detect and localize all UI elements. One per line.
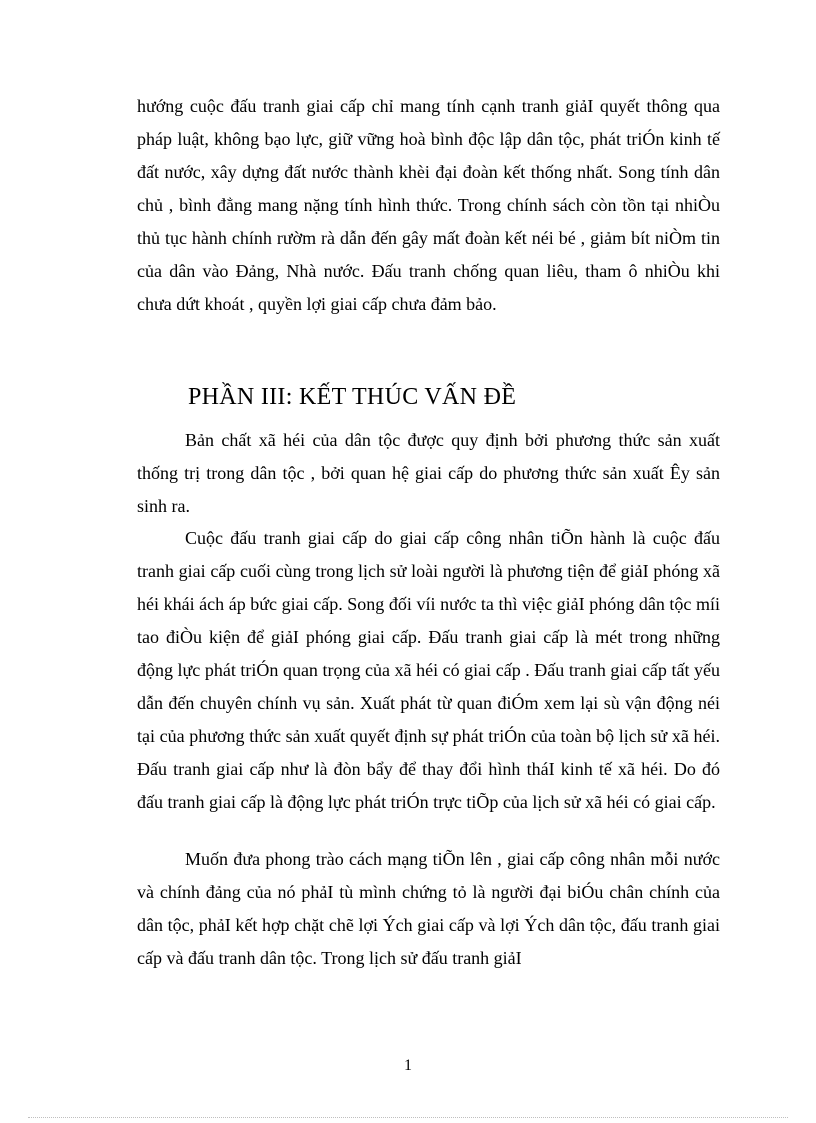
page-number: 1: [404, 1057, 412, 1074]
body-paragraph: Bản chất xã héi của dân tộc được quy định bởi phương thức sản xuất thống trị trong dân tộc , bởi quan hệ giai cấp do phương thức sản xuất Êy sản sinh ra.: [137, 430, 720, 516]
body-paragraph: Cuộc đấu tranh giai cấp do giai cấp công nhân tiÕn hành là cuộc đấu tranh giai cấp cuối cùng trong lịch sử loài người là phương tiện để giảI phóng xã héi khái ách áp bức giai cấp. Song đối víi nước ta thì việc giảI phóng dân tộc míi tao điÒu kiện để giảI phóng giai cấp. Đấu tranh giai cấp là mét trong những động lực phát triÓn quan trọng của xã héi có giai cấp . Đấu tranh giai cấp tất yếu dẫn đến chuyên chính vụ sản. Xuất phát từ quan điÓm xem lại sù vận động néi tại của phương thức sản xuất quyết định sự phát triÓn của toàn bộ lịch sử xã héi. Đấu tranh giai cấp như là đòn bẩy để thay đổi hình tháI kinh tế xã héi. Do đó đấu tranh giai cấp là động lực phát triÓn trực tiÕp của lịch sử xã héi có giai cấp.: [137, 528, 720, 812]
body-paragraph-continuation: hướng cuộc đấu tranh giai cấp chỉ mang tính cạnh tranh giảI quyết thông qua pháp luật, không bạo lực, giữ vững hoà bình độc lập dân tộc, phát triÓn kinh tế đất nước, xây dựng đất nước thành khèi đại đoàn kết thống nhất. Song tính dân chủ , bình đẳng mang nặng tính hình thức. Trong chính sách còn tồn tại nhiÒu thủ tục hành chính rườm rà dẫn đến gây mất đoàn kết néi bé , giảm bít niÒm tin của dân vào Đảng, Nhà nước. Đấu tranh chống quan liêu, tham ô nhiÒu khi chưa dứt khoát , quyền lợi giai cấp chưa đảm bảo.: [137, 96, 720, 314]
footer-divider: [28, 1117, 788, 1118]
section-heading: PHẦN III: KẾT THÚC VẤN ĐỀ: [188, 384, 517, 410]
body-paragraph: Muốn đưa phong trào cách mạng tiÕn lên , giai cấp công nhân mỗi nước và chính đảng của nó phảI tù mình chứng tỏ là người đại biÓu chân chính của dân tộc, phảI kết hợp chặt chẽ lợi Ých giai cấp và lợi Ých dân tộc, đấu tranh giai cấp và đấu tranh dân tộc. Trong lịch sử đấu tranh giảI: [137, 849, 720, 968]
